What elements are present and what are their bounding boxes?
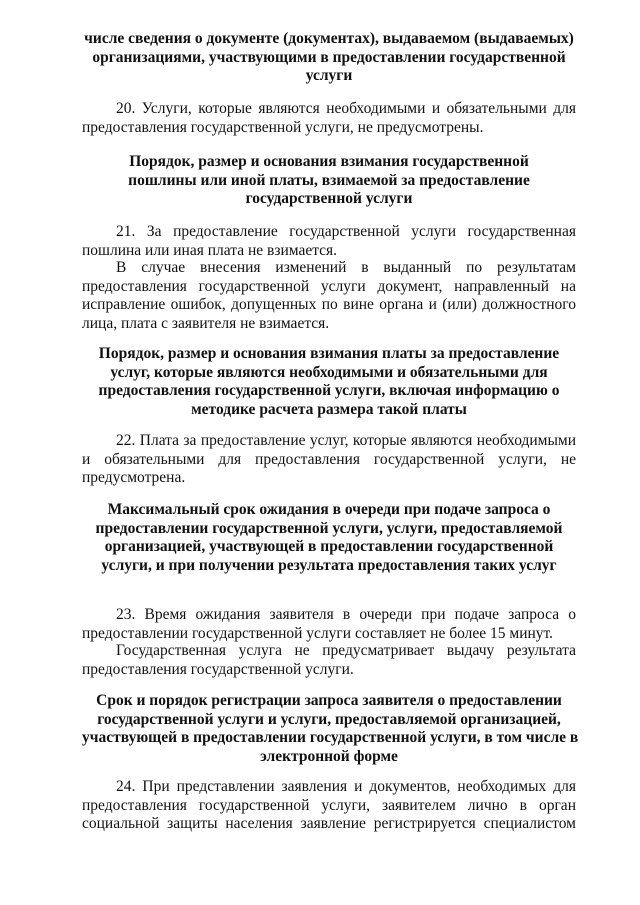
heading-line: организацией, участвующей в предоставлении государственной <box>104 538 554 555</box>
paragraph-21-b: В случае внесения изменений в выданный по результатам предоставления государственной услуги документ, направленный на исправление ошибок, допущенных по вине органа и (или) должностного лица, плата с заявителя не взимается. <box>82 259 576 332</box>
section-heading-continued <box>82 30 576 86</box>
heading-line: участвующей в предоставлении государственной услуги, в том числе в <box>82 729 579 746</box>
heading-line: услуг, которые являются необходимыми и обязательными для <box>110 363 548 381</box>
heading-line: электронной форме <box>260 747 398 765</box>
heading-line: услуги <box>305 67 353 84</box>
heading-line: организациями, участвующими в предоставлении государственной <box>92 48 566 66</box>
paragraph-line: предоставления государственной услуги, заявителем лично в орган <box>82 796 576 814</box>
heading-line: услуги, и при получении результата предоставления таких услуг <box>101 556 557 574</box>
paragraph-22: 22. Плата за предоставление услуг, которые являются необходимыми и обязательными для предоставления государственной услуги, не предусмотрена. <box>82 432 576 486</box>
heading-line: Срок и порядок регистрации запроса заявителя о предоставлении <box>96 692 562 709</box>
heading-line: государственной услуги и услуги, предоставляемой организацией, <box>97 710 561 728</box>
heading-state-fee <box>82 153 576 209</box>
heading-line: числе сведения о документе (документах), выдаваемом (выдаваемых) <box>84 30 574 47</box>
paragraph-23-a: 23. Время ожидания заявителя в очереди при подаче запроса о предоставлении государственной услуги составляет не более 15 минут. <box>82 606 576 642</box>
heading-line: методике расчета размера такой платы <box>191 400 467 418</box>
heading-other-fee <box>82 345 576 419</box>
heading-line: предоставлении государственной услуги, услуги, предоставляемой <box>95 519 563 537</box>
heading-registration <box>82 692 579 766</box>
heading-line: Порядок, размер и основания взимания платы за предоставление <box>98 345 560 362</box>
heading-queue-time <box>82 501 576 575</box>
paragraph-24 <box>82 778 576 834</box>
paragraph-20: 20. Услуги, которые являются необходимыми и обязательными для предоставления государственной услуги, не предусмотрены. <box>82 100 576 136</box>
paragraph-line: 24. При представлении заявления и документов, необходимых для <box>116 778 576 795</box>
paragraph-line: социальной защиты населения заявление регистрируется специалистом <box>82 815 576 832</box>
paragraph-23-b: Государственная услуга не предусматривает выдачу результата предоставления государственной услуги. <box>82 642 576 678</box>
paragraph-21-a: 21. За предоставление государственной услуги государственная пошлина или иная плата не взимается. <box>82 223 576 259</box>
heading-line: пошлины или иной платы, взимаемой за предоставление <box>128 171 530 189</box>
heading-line: Порядок, размер и основания взимания государственной <box>129 153 529 170</box>
heading-line: предоставления государственной услуги, включая информацию о <box>98 382 560 399</box>
heading-line: государственной услуги <box>245 190 413 207</box>
heading-line: Максимальный срок ожидания в очереди при подаче запроса о <box>107 501 551 518</box>
